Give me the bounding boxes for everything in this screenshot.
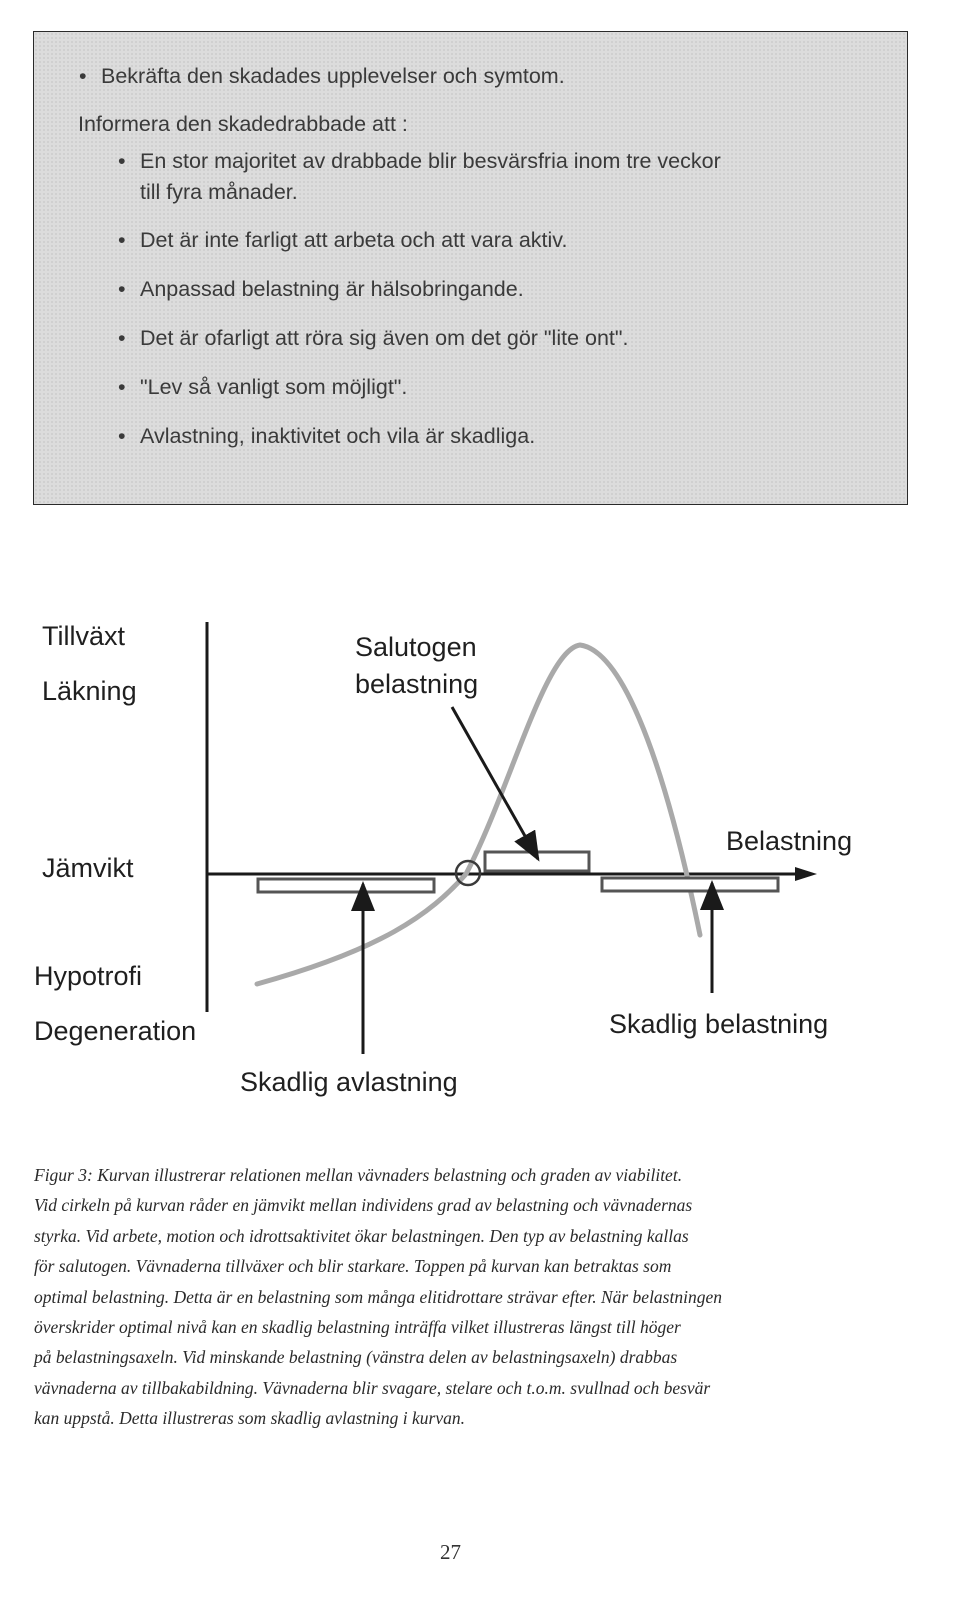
bullet-text: En stor majoritet av drabbade blir besvärsfria inom tre veckor [140, 149, 721, 173]
bullet-item [118, 277, 524, 302]
caption-line: optimal belastning. Detta är en belastning som många elitidrottare strävar efter. När belastningen [34, 1286, 722, 1307]
first-bullet-text: Bekräfta den skadades upplevelser och symtom. [101, 64, 565, 88]
y-label-equilibrium: Jämvikt [42, 853, 134, 883]
bullet-item [118, 149, 721, 174]
bullet-text: Det är inte farligt att arbeta och att vara aktiv. [140, 228, 568, 252]
bullet-symbol: • [118, 375, 126, 399]
figure-caption [34, 1160, 924, 1434]
caption-line: styrka. Vid arbete, motion och idrottsaktivitet ökar belastningen. Den typ av belastning kallas [34, 1225, 689, 1246]
salutogen-label-line2: belastning [355, 669, 479, 699]
x-axis-arrowhead [795, 867, 817, 881]
harmful-load-bar [602, 878, 778, 891]
x-axis-label: Belastning [726, 826, 853, 856]
y-label-growth: Tillväxt [42, 621, 126, 651]
bullet-text: Det är ofarligt att röra sig även om det gör "lite ont". [140, 326, 629, 350]
bullet-text: Anpassad belastning är hälsobringande. [140, 277, 524, 301]
salutogen-label-line1: Salutogen [355, 632, 477, 662]
page-number: 27 [440, 1540, 461, 1564]
first-bullet-line [79, 64, 565, 89]
bullet-continuation: till fyra månader. [140, 180, 298, 204]
caption-line: kan uppstå. Detta illustreras som skadlig avlastning i kurvan. [34, 1408, 465, 1429]
bullet-symbol: • [118, 228, 126, 252]
intro-text: Informera den skadedrabbade att : [78, 112, 408, 136]
harmful-load-label: Skadlig belastning [609, 1009, 829, 1039]
bullet-item [118, 326, 629, 351]
bullet-symbol: • [118, 424, 126, 448]
caption-line: Figur 3: Kurvan illustrerar relationen mellan vävnaders belastning och graden av viabilitet. [34, 1165, 683, 1185]
bullet-text: Avlastning, inaktivitet och vila är skadliga. [140, 424, 536, 448]
load-curve [257, 645, 700, 984]
y-label-healing: Läkning [42, 676, 137, 706]
y-label-hypotrophy: Hypotrofi [34, 961, 143, 991]
bullet-symbol: • [118, 326, 126, 350]
caption-line: för salutogen. Vävnaderna tillväxer och blir starkare. Toppen på kurvan kan betraktas som [34, 1256, 672, 1277]
bullet-item [118, 228, 567, 253]
caption-line: vävnaderna av tillbakabildning. Vävnaderna blir svagare, stelare och t.o.m. svullnad och besvär [34, 1377, 711, 1398]
harmful-unload-bar [258, 879, 434, 892]
caption-line: på belastningsaxeln. Vid minskande belastning (vänstra delen av belastningsaxeln) drabbas [34, 1347, 678, 1368]
bullet-symbol: • [118, 149, 126, 173]
bullet-symbol: • [79, 64, 87, 88]
bullet-item [118, 375, 407, 400]
y-label-degeneration: Degeneration [34, 1016, 197, 1046]
info-box [33, 31, 908, 505]
bullet-item [118, 424, 535, 449]
bullet-text: "Lev så vanligt som möjligt". [140, 375, 408, 399]
bullet-symbol: • [118, 277, 126, 301]
caption-line: Vid cirkeln på kurvan råder en jämvikt mellan individens grad av belastning och vävnadernas [34, 1195, 693, 1216]
harmful-unload-label: Skadlig avlastning [240, 1067, 458, 1097]
caption-line: överskrider optimal nivå kan en skadlig belastning inträffa vilket illustreras längst till höger [34, 1317, 681, 1338]
